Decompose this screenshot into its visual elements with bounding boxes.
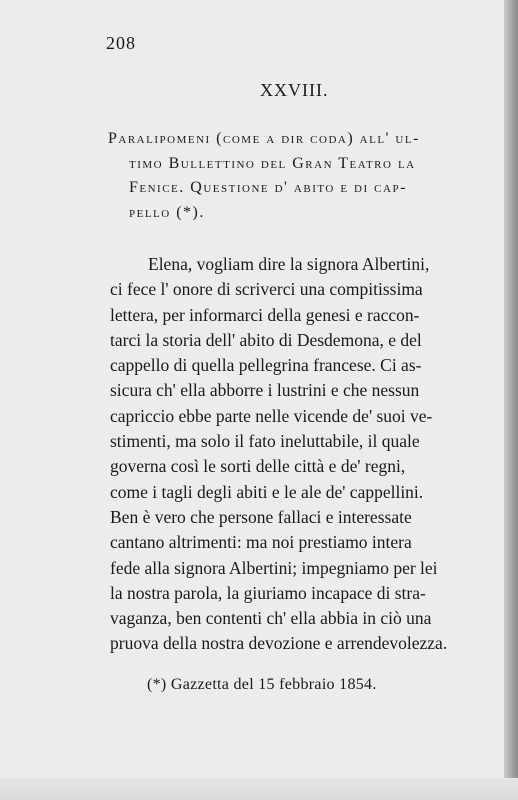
body-line: capriccio ebbe parte nelle vicende de' suoi ve- bbox=[110, 405, 433, 426]
page-number: 208 bbox=[106, 33, 136, 53]
body-line: Ben è vero che persone fallaci e interessate bbox=[110, 506, 412, 527]
chapter-heading bbox=[108, 127, 488, 225]
body-line: cantano altrimenti: ma noi prestiamo intera bbox=[110, 532, 412, 553]
body-line: sicura ch' ella abborre i lustrini e che nessun bbox=[110, 380, 420, 401]
body-line: fede alla signora Albertini; impegniamo per lei bbox=[110, 557, 438, 578]
body-line: Elena, vogliam dire la signora Albertini, bbox=[148, 254, 430, 274]
body-line: la nostra parola, la giuriamo incapace di stra- bbox=[110, 582, 426, 603]
body-line: cappello di quella pellegrina francese. Ci as- bbox=[110, 355, 422, 376]
footnote: (*) Gazzetta del 15 febbraio 1854. bbox=[147, 676, 377, 693]
heading-line: pello (*). bbox=[129, 203, 205, 221]
heading-line: Paralipomeni (come a dir coda) all' ul- bbox=[108, 130, 420, 147]
body-line: vaganza, ben contenti ch' ella abbia in ciò una bbox=[110, 608, 432, 629]
body-line: governa così le sorti delle città e de' regni, bbox=[110, 456, 406, 477]
body-line: come i tagli degli abiti e le ale de' cappellini. bbox=[110, 481, 424, 502]
body-line: tarci la storia dell' abito di Desdemona, e del bbox=[110, 329, 422, 350]
chapter-number: XXVIII. bbox=[260, 80, 329, 100]
page-bottom-band bbox=[0, 778, 518, 800]
body-line: lettera, per informarci della genesi e raccon- bbox=[110, 304, 420, 325]
body-line: pruova della nostra devozione e arrendevolezza. bbox=[110, 633, 448, 654]
heading-line: Fenice. Questione d' abito e di cap- bbox=[129, 179, 407, 196]
body-text bbox=[110, 252, 490, 657]
heading-line: timo Bullettino del Gran Teatro la bbox=[129, 154, 416, 172]
page-edge-shadow bbox=[504, 0, 518, 800]
body-line: ci fece l' onore di scriverci una compitissima bbox=[110, 279, 423, 300]
body-line: stimenti, ma solo il fato ineluttabile, il quale bbox=[110, 431, 420, 452]
